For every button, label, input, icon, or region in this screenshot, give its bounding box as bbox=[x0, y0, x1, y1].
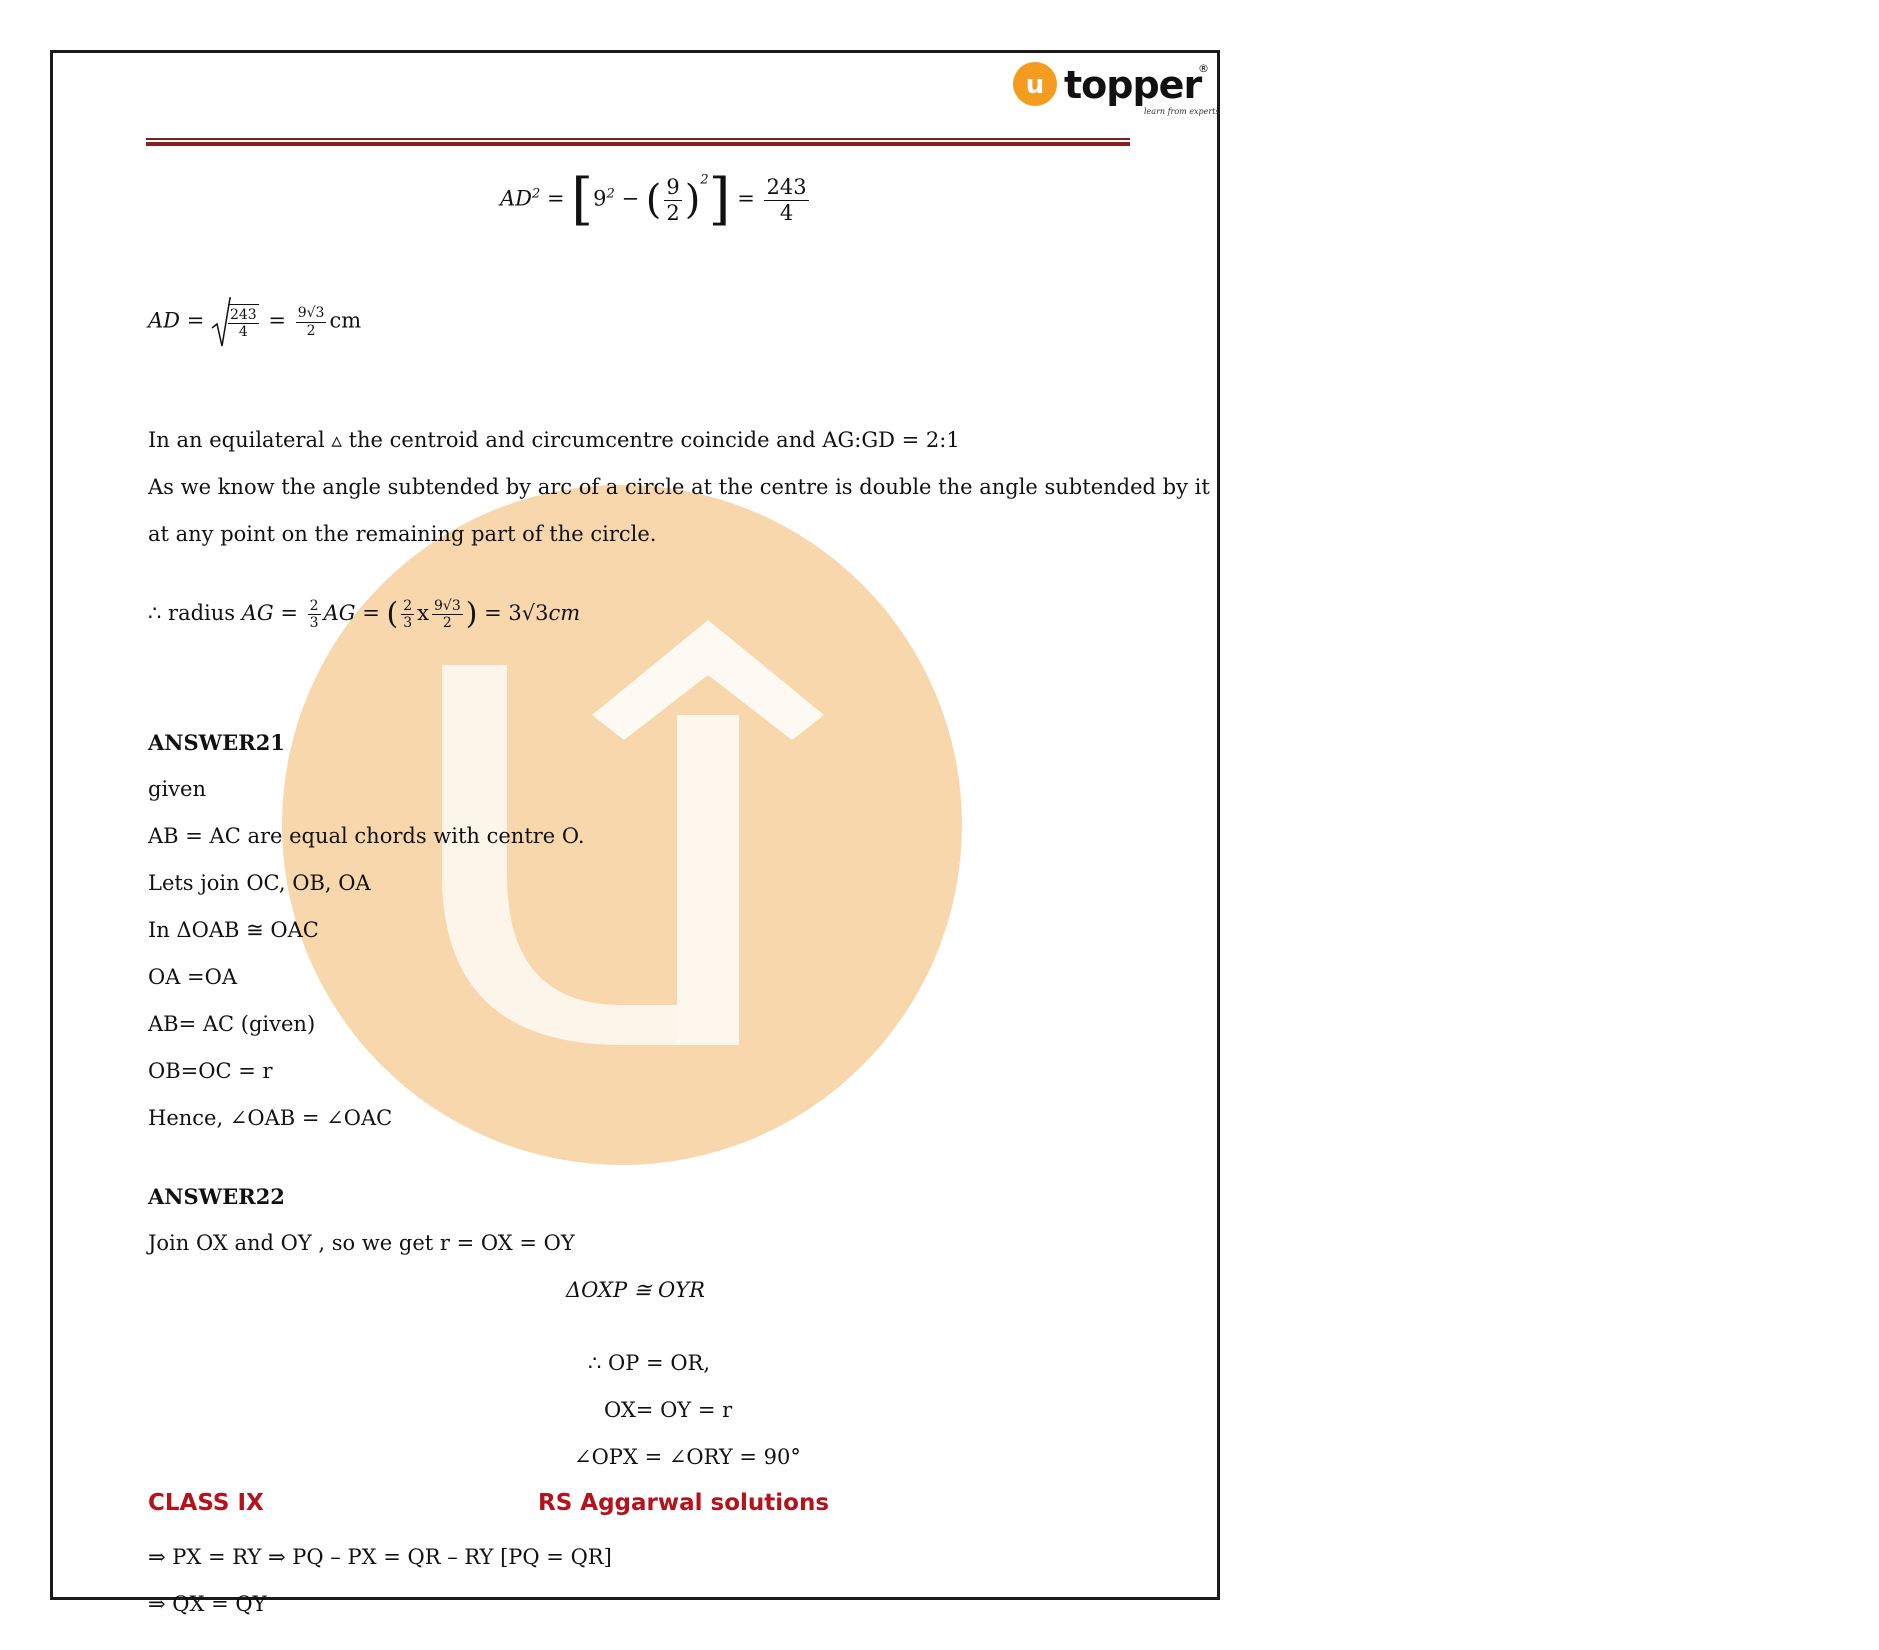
radius-fraction-1: $\frac{2}{3}$ bbox=[309, 598, 319, 632]
answer21-heading: ANSWER21 bbox=[148, 730, 285, 756]
radius-ag-2: AG bbox=[323, 601, 356, 626]
radius-times: x bbox=[417, 601, 429, 626]
answer22-line-1: Join OX and OY , so we get r = OX = OY bbox=[148, 1231, 575, 1256]
answer21-line: AB = AC are equal chords with centre O. bbox=[148, 824, 585, 849]
answer22-conclusion-1: ∴ OP = OR, bbox=[588, 1351, 711, 1376]
eq-nine-sup: 2 bbox=[606, 186, 615, 202]
eq-fraction-nine-halves: $\frac{9}{2}$ bbox=[666, 175, 680, 225]
radius-ag: AG bbox=[241, 601, 274, 626]
eq-radicand: $\frac{243}{4}$ bbox=[228, 304, 259, 340]
answer21-line: Lets join OC, OB, OA bbox=[148, 871, 371, 896]
eq-minus: − bbox=[621, 186, 640, 211]
equation-ad-squared: $AD^2 = [9^2$ − ( $\frac{9}{2}$ )$^2$] = $\frac{243}{4}$ bbox=[500, 167, 807, 232]
answer21-line: AB= AC (given) bbox=[148, 1012, 316, 1037]
answer21-line: OA =OA bbox=[148, 965, 238, 990]
logo-wordmark: topper bbox=[1064, 63, 1202, 107]
eq-nine: 9 bbox=[593, 186, 607, 211]
header-rule-thick bbox=[146, 142, 1130, 146]
answer22-conclusion-2: OX= OY = r bbox=[604, 1398, 733, 1423]
eq-ad-unit: cm bbox=[329, 308, 362, 333]
eq-outer-sup: 2 bbox=[700, 172, 709, 188]
answer22-conclusion-3: ∠OPX = ∠ORY = 90° bbox=[574, 1445, 801, 1470]
topper-logo bbox=[1012, 62, 1220, 122]
equation-ad: AD = $\frac{243}{4}$ = $\frac{9√3}{2}$ cm bbox=[148, 296, 1423, 348]
radius-result: = 3√3 bbox=[484, 601, 549, 626]
answer22-congruence: ΔOXP ≅ OYR bbox=[566, 1278, 705, 1303]
eq-sup: 2 bbox=[532, 186, 541, 202]
eq-ad-lhs: AD bbox=[148, 308, 181, 333]
answer21-line: In ΔOAB ≅ OAC bbox=[148, 918, 319, 943]
logo-letter: u bbox=[1025, 70, 1045, 100]
radius-fraction-3: $\frac{9√3}{2}$ bbox=[434, 598, 461, 632]
eq-result-fraction: $\frac{243}{4}$ bbox=[766, 175, 807, 225]
registered-mark: ® bbox=[1198, 62, 1209, 75]
eq-lhs: AD bbox=[500, 186, 533, 211]
answer21-line: given bbox=[148, 777, 206, 802]
footer-class: CLASS IX bbox=[148, 1490, 264, 1516]
logo-tagline: learn from experts bbox=[1144, 107, 1220, 116]
radius-unit: cm bbox=[548, 601, 581, 626]
header-rule-thin bbox=[146, 138, 1130, 140]
answer22-result-2: ⇒ QX = QY bbox=[148, 1592, 267, 1617]
footer-title: RS Aggarwal solutions bbox=[538, 1490, 830, 1516]
radius-label: ∴ radius bbox=[148, 601, 236, 626]
answer21-line: OB=OC = r bbox=[148, 1059, 273, 1084]
paragraph-line-2: As we know the angle subtended by arc of a circle at the centre is double the angle subtended by it bbox=[148, 475, 1210, 499]
answer21-line: Hence, ∠OAB = ∠OAC bbox=[148, 1106, 393, 1131]
eq-ad-result: $\frac{9√3}{2}$ bbox=[297, 305, 325, 339]
radius-fraction-2: $\frac{2}{3}$ bbox=[403, 598, 413, 632]
paragraph-line-3: at any point on the remaining part of the circle. bbox=[148, 522, 657, 546]
answer22-result-1: ⇒ PX = RY ⇒ PQ – PX = QR – RY [PQ = QR] bbox=[148, 1545, 612, 1570]
answer22-heading: ANSWER22 bbox=[148, 1184, 285, 1210]
paragraph-line-1: In an equilateral ▵ the centroid and circumcentre coincide and AG:GD = 2:1 bbox=[148, 428, 960, 452]
equation-radius: ∴ radius AG = $\frac{2}{3}$ AG = ( $\frac{2}{3}$ x $\frac{9√3}{2}$ ) = 3√3cm bbox=[148, 596, 581, 632]
